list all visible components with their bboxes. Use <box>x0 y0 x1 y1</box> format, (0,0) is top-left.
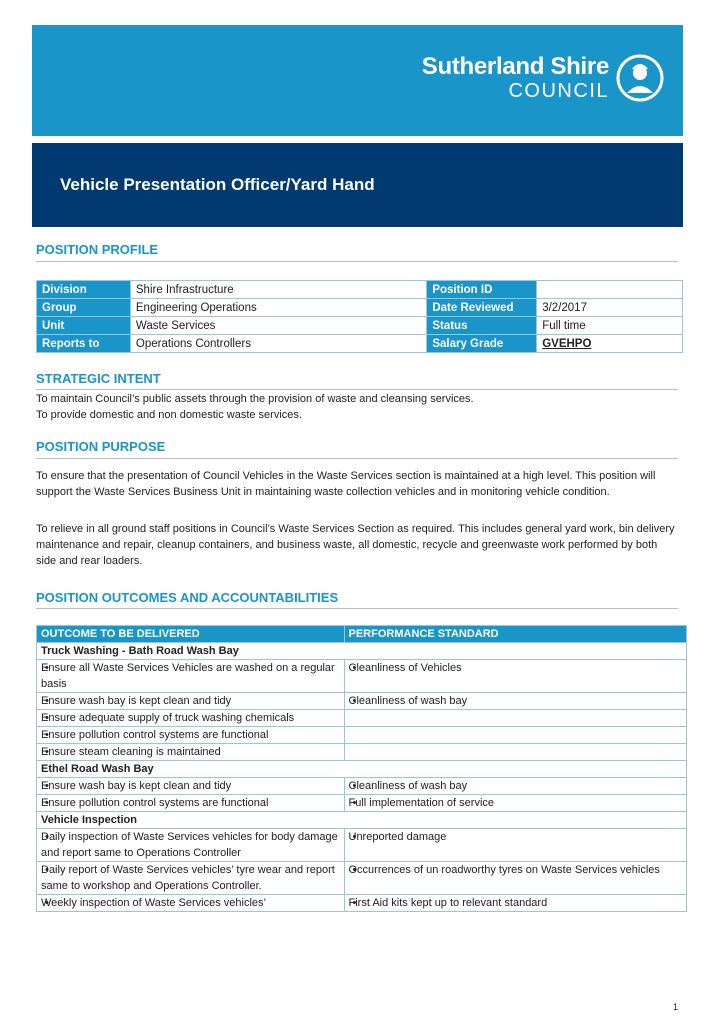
section-row <box>37 812 687 829</box>
standard-cell <box>344 744 687 761</box>
table-row <box>37 829 687 862</box>
profile-label: Date Reviewed <box>427 299 537 317</box>
section-title: Truck Washing - Bath Road Wash Bay <box>37 643 687 660</box>
profile-row <box>37 335 683 353</box>
section-title: Vehicle Inspection <box>37 812 687 829</box>
strategic-line-2: To provide domestic and non domestic waste services. <box>36 409 302 421</box>
standard-cell: • First Aid kits kept up to relevant standard <box>344 895 687 912</box>
table-row <box>37 778 687 795</box>
table-row <box>37 744 687 761</box>
profile-row <box>37 299 683 317</box>
section-title: Ethel Road Wash Bay <box>37 761 687 778</box>
profile-heading: POSITION PROFILE <box>36 242 159 257</box>
profile-value: Full time <box>537 317 683 335</box>
profile-value <box>537 281 683 299</box>
header-banner <box>32 25 683 136</box>
purpose-paragraph-2: To relieve in all ground staff positions in Council’s Waste Services Section as required. This includes general yard work, bin delivery maintenance and repair, cleanup containers, and business waste, all domestic, recycle and greenwaste work performed by both side and rear loaders. <box>36 523 675 567</box>
standard-cell: • Unreported damage <box>344 829 687 862</box>
outcome-cell: • Daily inspection of Waste Services vehicles for body damage and report same to Operations Controller <box>37 829 345 862</box>
profile-label: Group <box>37 299 131 317</box>
divider <box>36 608 678 609</box>
logo-council: COUNCIL <box>508 80 609 102</box>
outcome-cell: • Ensure pollution control systems are functional <box>37 795 345 812</box>
outcome-cell: • Ensure wash bay is kept clean and tidy <box>37 778 345 795</box>
table-row <box>37 727 687 744</box>
salary-grade-value: GVEHPO <box>537 335 683 353</box>
section-row <box>37 761 687 778</box>
table-row <box>37 862 687 895</box>
table-row <box>37 895 687 912</box>
profile-label: Status <box>427 317 537 335</box>
standard-cell <box>344 727 687 744</box>
profile-label: Position ID <box>427 281 537 299</box>
council-seal-icon <box>615 53 665 103</box>
profile-label: Division <box>37 281 131 299</box>
table-row <box>37 795 687 812</box>
outcome-cell: • Ensure all Waste Services Vehicles are washed on a regular basis <box>37 660 345 693</box>
section-row <box>37 643 687 660</box>
profile-value: Waste Services <box>130 317 426 335</box>
divider <box>36 261 678 262</box>
page-title: Vehicle Presentation Officer/Yard Hand <box>60 175 375 194</box>
standard-cell: • Cleanliness of Vehicles <box>344 660 687 693</box>
strategic-heading: STRATEGIC INTENT <box>36 371 161 386</box>
page-number: 1 <box>672 1002 678 1012</box>
outcome-cell: • Ensure adequate supply of truck washing chemicals <box>37 710 345 727</box>
table-row <box>37 693 687 710</box>
strategic-line-1: To maintain Council’s public assets through the provision of waste and cleansing services. <box>36 393 474 405</box>
purpose-heading: POSITION PURPOSE <box>36 439 166 454</box>
outcomes-table <box>36 625 687 912</box>
profile-value: 3/2/2017 <box>537 299 683 317</box>
col-standard-header: PERFORMANCE STANDARD <box>344 626 687 643</box>
purpose-paragraph-1: To ensure that the presentation of Council Vehicles in the Waste Services section is maintained at a high level. This position will support the Waste Services Business Unit in maintaining waste collection vehicles and in monitoring vehicle condition. <box>36 470 656 498</box>
outcome-cell: • Weekly inspection of Waste Services vehicles’ <box>37 895 345 912</box>
outcome-cell: • Ensure wash bay is kept clean and tidy <box>37 693 345 710</box>
logo-name: Sutherland Shire <box>421 53 609 80</box>
divider <box>36 389 678 390</box>
col-outcome-header: OUTCOME TO BE DELIVERED <box>37 626 345 643</box>
outcome-cell: • Daily report of Waste Services vehicles’ tyre wear and report same to workshop and Operations Controller. <box>37 862 345 895</box>
profile-label: Salary Grade <box>427 335 537 353</box>
profile-label: Unit <box>37 317 131 335</box>
table-row <box>37 660 687 693</box>
profile-value: Engineering Operations <box>130 299 426 317</box>
standard-cell: • Cleanliness of wash bay <box>344 778 687 795</box>
council-logo <box>422 53 665 103</box>
standard-cell: • Cleanliness of wash bay <box>344 693 687 710</box>
table-row <box>37 710 687 727</box>
profile-row <box>37 317 683 335</box>
profile-row <box>37 281 683 299</box>
title-bar <box>32 143 683 227</box>
outcome-cell: • Ensure steam cleaning is maintained <box>37 744 345 761</box>
standard-cell <box>344 710 687 727</box>
profile-value: Operations Controllers <box>130 335 426 353</box>
standard-cell: • Occurrences of un roadworthy tyres on Waste Services vehicles <box>344 862 687 895</box>
table-header <box>37 626 687 643</box>
profile-table <box>36 280 683 353</box>
outcomes-heading: POSITION OUTCOMES AND ACCOUNTABILITIES <box>36 590 339 605</box>
divider <box>36 458 678 459</box>
outcome-cell: • Ensure pollution control systems are functional <box>37 727 345 744</box>
standard-cell: • Full implementation of service <box>344 795 687 812</box>
profile-value: Shire Infrastructure <box>130 281 426 299</box>
profile-label: Reports to <box>37 335 131 353</box>
